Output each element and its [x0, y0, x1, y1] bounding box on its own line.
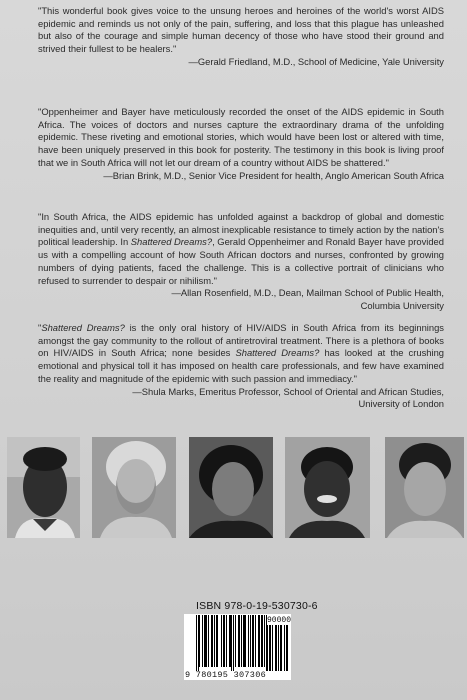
- portrait-photo: [385, 437, 464, 538]
- blurb-rosenfield: [38, 211, 444, 313]
- portrait-photo: [189, 437, 273, 538]
- barcode-bar: [217, 615, 218, 667]
- blurb-text-end: , Gerald Oppenheimer and Ronald Bayer have provided us with a compelling account of how South African doctors and nurses, confronted by growing numbers of dying patients, faced the challenge. This is a collective portrait of clinicians who refused to surrender to despair or nihilism.": [38, 236, 444, 286]
- ean-barcode: [196, 615, 268, 671]
- barcode-bar: [202, 615, 203, 667]
- barcode-bar: [248, 615, 249, 667]
- blurb-attribution: —Shula Marks, Emeritus Professor, School of Oriental and African Studies,: [132, 385, 444, 397]
- barcode-bar: [286, 625, 287, 671]
- barcode-bar: [238, 615, 239, 667]
- barcode-bar: [221, 615, 222, 667]
- blurb-marks: [38, 322, 444, 411]
- barcode-bar: [280, 625, 281, 671]
- barcode-bar: [199, 615, 200, 667]
- addon-barcode: [267, 625, 289, 671]
- barcode-digits: 9 780195 307306: [185, 670, 267, 680]
- barcode-bar: [206, 615, 207, 667]
- blurb-attribution-affiliation: University of London: [358, 398, 444, 410]
- barcode-bar: [231, 615, 232, 671]
- barcode-bar: [223, 615, 224, 667]
- barcode-bar: [230, 615, 231, 667]
- portrait-photo: [7, 437, 80, 538]
- barcode-bar: [258, 615, 259, 667]
- barcode-bar: [216, 615, 217, 667]
- barcode-bar: [252, 615, 253, 667]
- portrait-strip: [7, 437, 460, 538]
- barcode-bar: [272, 625, 273, 671]
- barcode-bar: [259, 615, 260, 667]
- blurb-text-end: has looked at the crushing emotional and physical toll it has imposed on health care professionals, and few have examined the reality and magnitude of the epidemic with such passion and immediacy.": [38, 347, 444, 384]
- blurb-attribution-affiliation: Columbia University: [360, 299, 444, 311]
- barcode-bar: [214, 615, 215, 667]
- barcode-bar: [198, 615, 199, 671]
- blurb-text: "Oppenheimer and Bayer have meticulously recorded the onset of the AIDS epidemic in South Africa. The voices of doctors and nurses capture the extraordinary drama of the unfolding epidemic. These riveting and emotional stories, which would have been lost or altered with time, have been uniquely preserved in this book for posterity. The testimony in this book is living proof that we in South Africa will not let our dream of a country without AIDS be shattered.": [38, 106, 444, 168]
- barcode-bar: [281, 625, 282, 671]
- barcode-bar: [269, 625, 270, 671]
- portrait-photo: [285, 437, 370, 538]
- portrait-photo: [92, 437, 176, 538]
- barcode-bar: [235, 615, 236, 667]
- barcode-bar: [261, 615, 262, 667]
- blurb-text: [38, 322, 444, 386]
- book-title: Shattered Dreams?: [130, 236, 213, 248]
- blurb-text-start: "In South Africa, the AIDS epidemic has unfolded against a backdrop of global and domestic inequities and, until very recently, an almost inexplicable resistance to timely action by the nation's political leadership. In: [38, 211, 444, 248]
- blurb-attribution: —Allan Rosenfield, M.D., Dean, Mailman School of Public Health,: [171, 287, 444, 299]
- barcode: [184, 614, 291, 680]
- barcode-bar: [226, 615, 227, 667]
- isbn-label: ISBN 978-0-19-530730-6: [196, 600, 318, 612]
- barcode-bar: [276, 625, 277, 671]
- barcode-bar: [262, 615, 263, 667]
- barcode-bar: [212, 615, 213, 667]
- barcode-bar: [243, 615, 244, 667]
- barcode-bar: [264, 615, 265, 667]
- barcode-bar: [196, 615, 197, 671]
- barcode-bar: [278, 625, 279, 671]
- barcode-bar: [255, 615, 256, 667]
- book-title: Shattered Dreams?: [235, 347, 320, 359]
- barcode-bar: [244, 615, 245, 667]
- barcode-bar: [205, 615, 206, 667]
- barcode-bar: [233, 615, 234, 671]
- barcode-bar: [204, 615, 205, 667]
- barcode-bar: [253, 615, 254, 667]
- barcode-bar: [275, 625, 276, 671]
- barcode-addon-digits: 90000: [267, 616, 292, 625]
- blurb-text-middle: is the only oral history of HIV/AIDS in South Africa from its beginnings amongst the gay community to the rollout of antiretroviral treatment. There is a plethora of books on HIV/AIDS in South Africa; none besides: [38, 322, 444, 359]
- barcode-bar: [208, 615, 209, 667]
- blurb-attribution: —Brian Brink, M.D., Senior Vice President for health, Anglo American South Africa: [103, 169, 444, 181]
- barcode-bar: [284, 625, 285, 671]
- barcode-bar: [239, 615, 240, 667]
- barcode-bar: [224, 615, 225, 667]
- barcode-bar: [250, 615, 251, 667]
- barcode-bar: [211, 615, 212, 667]
- barcode-bar: [267, 625, 268, 671]
- blurb-text: "This wonderful book gives voice to the unsung heroes and heroines of the world's worst AIDS epidemic and reminds us not only of the pain, suffering, and loss that this plague has unleashed but also of the courage and simple human decency of those who have stood their ground and strived their fullest to be healers.": [38, 5, 444, 55]
- barcode-bar: [241, 615, 242, 667]
- barcode-bar: [287, 625, 288, 671]
- barcode-bar: [270, 625, 271, 671]
- blurb-brink: [38, 106, 444, 182]
- blurb-attribution: —Gerald Friedland, M.D., School of Medicine, Yale University: [188, 55, 444, 67]
- blurb-friedland: [38, 5, 444, 69]
- open-quote: ": [38, 322, 42, 333]
- barcode-bar: [245, 615, 246, 667]
- barcode-bar: [229, 615, 230, 667]
- book-title: Shattered Dreams?: [41, 322, 125, 333]
- blurb-text: [38, 211, 444, 287]
